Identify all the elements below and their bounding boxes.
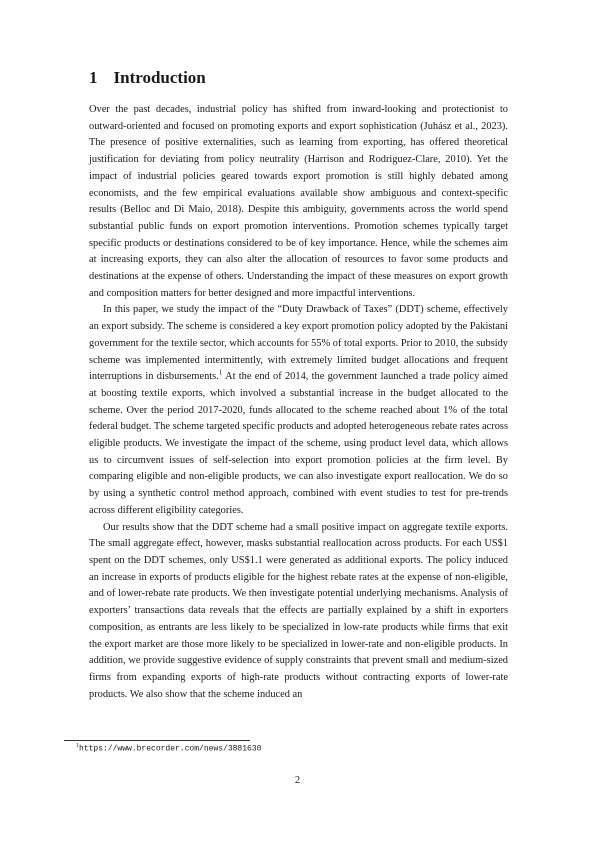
paragraph-2-text: In this paper, we study the impact of the “Duty Drawback of Taxes” (DDT) scheme, effectively an export subsidy. The scheme is considered a key export promotion policy adopted by the Pakistani government for the textile sector, which accounts for 55% of total exports. Prior to 2010, the subsidy scheme was implemented intermittently, with extremely limited budget allocations and frequent interruptions in disbursements.	[89, 304, 508, 383]
paragraph-2-continued: At the end of 2014, the government launched a trade policy aimed at boosting textile exports, which involved a substantial increase in the budget allocated to the scheme. Over the period 2017-2020, funds allocated to the scheme reached about 1% of the total federal budget. The scheme targeted specific products and adopted heterogeneous rebate rates across eligible products. We investigate the impact of the scheme, using product level data, which allows us to circumvent issues of self-selection into export promotion policies at the firm level. By comparing eligible and non-eligible products, we can also investigate export reallocation. We do so by using a synthetic control method approach, combined with event studies to test for pre-trends across different eligibility categories.	[89, 371, 508, 516]
footnote-reference[interactable]: 1	[218, 368, 223, 377]
footnote	[76, 743, 261, 754]
section-title: Introduction	[113, 68, 206, 87]
paragraph-3: Our results show that the DDT scheme had a small positive impact on aggregate textile exports. The small aggregate effect, however, masks substantial reallocation across products. For each US$1 spent on the DDT schemes, only US$1.1 were generated as additional exports. The policy induced an increase in exports of products eligible for the highest rebate rates at the expense of non-eligible, and of lower-rebate rate products. We then investigate potential underlying mechanisms. Analysis of exporters’ transactions data reveals that the effects are partially explained by a shift in exporters composition, as entrants are less likely to be specialized in low-rate products while firms that exit the export market are those more likely to be specialized in lower-rate and non-eligible products. In addition, we provide suggestive evidence of supply constraints that prevent small and medium-sized firms from expanding exports of high-rate products without contracting exports of lower-rate products. We also show that the scheme induced an	[89, 521, 508, 700]
footnote-url[interactable]: https://www.brecorder.com/news/3881630	[79, 744, 262, 754]
page-number: 2	[294, 775, 301, 786]
paragraph-2	[89, 302, 508, 519]
section-number: 1	[89, 68, 98, 87]
section-heading	[89, 68, 508, 88]
paragraph-1: Over the past decades, industrial policy has shifted from inward-looking and protectionist to outward-oriented and focused on promoting exports and export sophistication (Juhász et al., 2023). The presence of positive externalities, such as learning from exporting, has offered theoretical justification for deviating from policy neutrality (Harrison and Rodriguez-Clare, 2010). Yet the impact of industrial policies geared towards export promotion is still highly debated among economists, and the few empirical evaluations available show ambiguous and context-specific results (Belloc and Di Maio, 2018). Despite this ambiguity, governments across the world spend substantial public funds on export promotion interventions. Promotion schemes typically target specific products or destinations considered to be of key importance. Hence, while the schemes aim at increasing exports, they can also alter the allocation of resources to favor some products and destinations at the expense of others. Understanding the impact of these measures on export growth and composition matters for better designed and more impactful interventions.	[89, 104, 508, 299]
footnote-rule	[64, 740, 250, 741]
page-body	[89, 68, 508, 703]
footnote-mark: 1	[76, 743, 79, 749]
